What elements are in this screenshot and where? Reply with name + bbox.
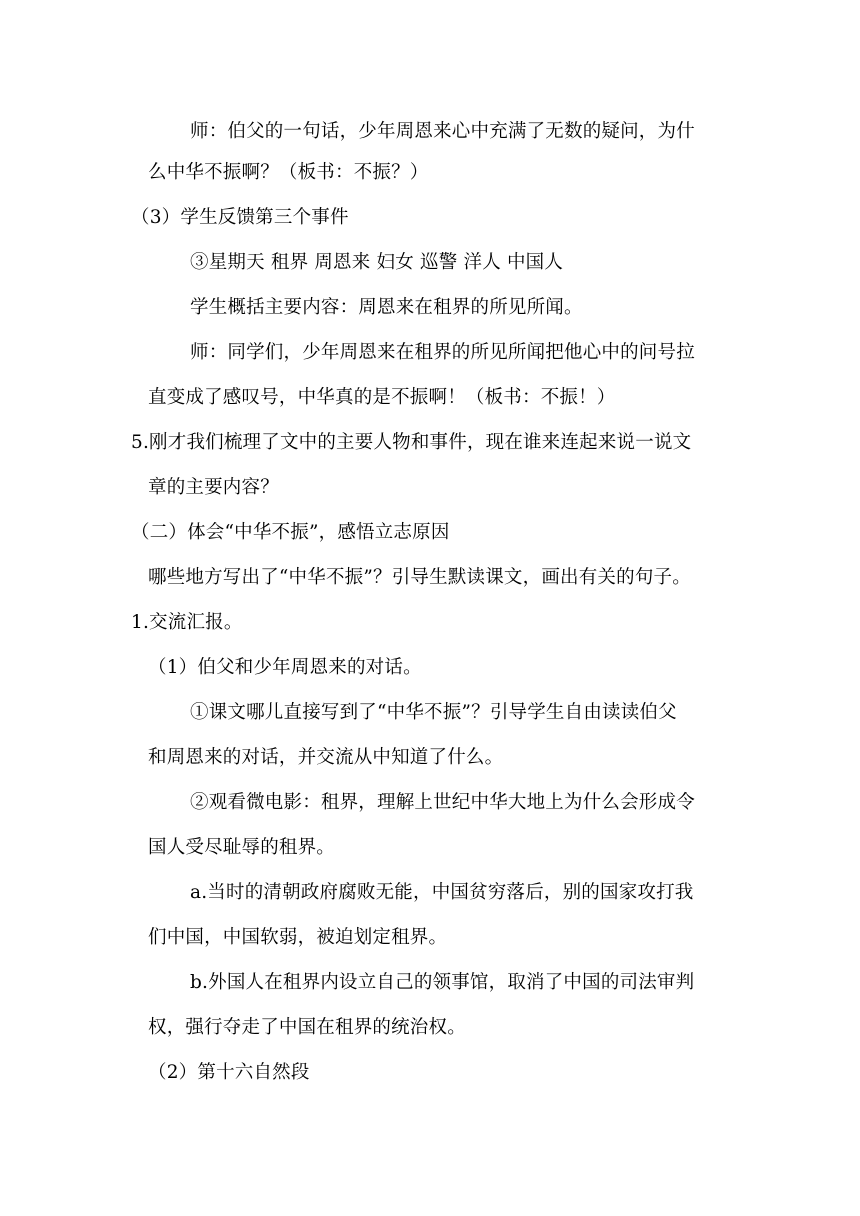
section-heading: （二）体会“中华不振”，感悟立志原因 xyxy=(131,522,450,543)
paragraph-line: 哪些地方写出了“中华不振”？引导生默读课文，画出有关的句子。 xyxy=(148,567,691,588)
paragraph-line: ①课文哪儿直接写到了“中华不振”？引导学生自由读读伯父 xyxy=(190,702,677,723)
paragraph-line: 权，强行夺走了中国在租界的统治权。 xyxy=(148,1017,466,1038)
sub-heading: （2）第十六自然段 xyxy=(148,1062,310,1083)
paragraph-line: 国人受尽耻辱的租界。 xyxy=(148,837,336,858)
sub-heading: （1）伯父和少年周恩来的对话。 xyxy=(148,657,422,678)
section-heading: （3）学生反馈第三个事件 xyxy=(131,207,349,228)
paragraph-line: 师：同学们，少年周恩来在租界的所见所闻把他心中的问号拉 xyxy=(190,342,695,363)
numbered-item: 1.交流汇报。 xyxy=(131,612,243,633)
paragraph-line: 师：伯父的一句话，少年周恩来心中充满了无数的疑问，为什 xyxy=(190,121,695,142)
keyword-list: ③星期天 租界 周恩来 妇女 巡警 洋人 中国人 xyxy=(190,252,564,273)
paragraph-line: 章的主要内容？ xyxy=(148,477,279,498)
numbered-item: 5.刚才我们梳理了文中的主要人物和事件，现在谁来连起来说一说文 xyxy=(131,432,692,453)
paragraph-line: 学生概括主要内容：周恩来在租界的所见所闻。 xyxy=(190,297,583,318)
paragraph-line: 么中华不振啊？（板书：不振？） xyxy=(148,162,429,183)
paragraph-line: a.当时的清朝政府腐败无能，中国贫穷落后，别的国家攻打我 xyxy=(190,882,694,903)
paragraph-line: 和周恩来的对话，并交流从中知道了什么。 xyxy=(148,747,504,768)
paragraph-line: 们中国，中国软弱，被迫划定租界。 xyxy=(148,927,448,948)
paragraph-line: b.外国人在租界内设立自己的领事馆，取消了中国的司法审判 xyxy=(190,972,695,993)
paragraph-line: ②观看微电影：租界，理解上世纪中华大地上为什么会形成令 xyxy=(190,792,695,813)
paragraph-line: 直变成了感叹号，中华真的是不振啊！（板书：不振！） xyxy=(148,387,616,408)
